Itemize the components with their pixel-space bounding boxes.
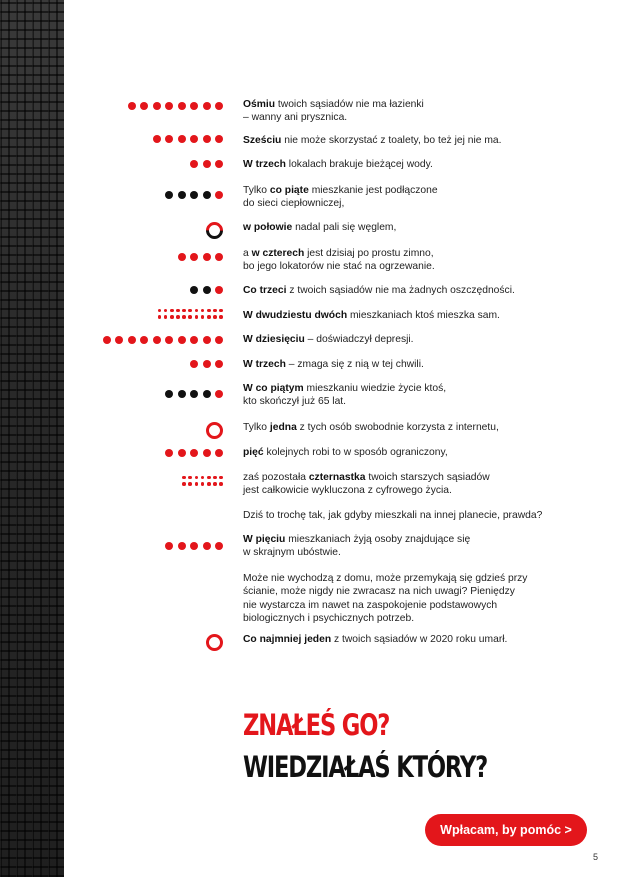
stat-phrase: nie może skorzystać z toalety, bo też jej nie ma. [281,135,502,146]
stat-line [243,184,588,197]
ring-icon [206,422,223,439]
dot-icon [178,253,186,261]
stat-text [243,98,588,125]
dot-icon [153,135,161,143]
dot-icon [140,336,148,344]
stat-phrase: zaś pozostała [243,472,309,483]
stat-phrase: bo jego lokatorów nie stać na ogrzewanie. [243,261,435,273]
dot-icon [190,542,198,550]
stat-emphasis: Co trzeci [243,285,287,296]
dot-icon [203,160,211,168]
stat-text [243,446,588,459]
stat-line [243,612,588,625]
dot-icon [190,360,198,368]
dot-icon [165,336,173,344]
dot-icon [165,449,173,457]
stat-phrase: – doświadczył depresji. [304,334,414,345]
dot-marker [98,336,223,344]
dot-icon [178,102,186,110]
dot-icon [213,482,217,486]
dot-icon [190,390,198,398]
dot-marker [186,360,224,368]
stat-emphasis: Ośmiu [243,99,276,110]
dot-marker [186,160,224,168]
stat-emphasis: W co piątym [243,383,304,394]
dot-icon [203,135,211,143]
stat-phrase: biologicznych i psychicznych potrzeb. [243,613,415,625]
half-ring-icon [202,218,226,242]
stat-text [243,284,588,297]
stat-line [243,309,588,322]
stat-phrase: lokalach brakuje bieżącej wody. [285,159,433,170]
dot-icon [182,482,186,486]
dot-icon [190,160,198,168]
stat-emphasis: W trzech [243,359,286,370]
stat-emphasis: W trzech [243,159,286,170]
stat-text [243,533,588,560]
dot-icon [213,309,217,313]
dot-icon [188,476,192,480]
stat-emphasis: czternastka [308,472,366,483]
stat-emphasis: pięć [243,447,264,458]
dot-icon [158,309,162,313]
stat-text [243,221,588,234]
stat-phrase: twoich sąsiadów nie ma łazienki [275,99,424,110]
stat-phrase: Tylko [243,422,270,433]
stat-line [243,599,588,612]
dot-icon [190,336,198,344]
building-photo-strip [0,0,64,877]
dot-icon [178,336,186,344]
dot-icon [215,102,223,110]
dot-icon [215,360,223,368]
dot-icon [219,315,223,319]
dot-icon [195,309,199,313]
stat-emphasis: w połowie [243,222,293,233]
stat-line [243,158,588,171]
dot-icon [182,309,186,313]
stat-line [243,284,588,297]
dot-icon [164,309,168,313]
stat-phrase: ścianie, może nigdy nie zwracasz na nich uwagi? Pieniędzy [243,586,515,598]
stat-emphasis: Co najmniej jeden [243,634,332,645]
dot-icon [188,309,192,313]
stat-emphasis: W dziesięciu [243,334,305,345]
dot-icon [207,309,211,313]
dot-icon [164,315,168,319]
stat-line [243,221,588,234]
stat-text [243,158,588,171]
dot-icon [215,390,223,398]
stat-phrase: – zmaga się z nią w tej chwili. [285,359,424,370]
dot-icon [153,336,161,344]
stat-phrase: jest całkowicie wykluczona z cyfrowego życia. [243,485,452,497]
dot-icon [201,476,205,480]
stat-phrase: kto skończył już 65 lat. [243,396,347,408]
stat-emphasis: W dwudziestu dwóch [243,310,348,321]
stat-phrase: a [243,248,252,259]
dot-icon [140,102,148,110]
dot-marker [161,191,224,199]
stat-text [243,134,588,147]
dot-icon [201,315,205,319]
stat-phrase: w skrajnym ubóstwie. [243,547,341,559]
dot-icon [188,315,192,319]
stat-phrase: Tylko [243,185,270,196]
stat-text [243,471,588,498]
dot-icon [115,336,123,344]
stat-text [243,572,588,626]
stat-line [243,572,588,585]
stat-line [243,111,588,124]
stat-phrase: Dziś to trochę tak, jak gdyby mieszkali na innej planecie, prawda? [243,510,543,521]
dot-icon [213,476,217,480]
stat-phrase: nie wystarcza im nawet na zaspokojenie podstawowych [243,599,498,611]
dot-icon [207,482,211,486]
stat-phrase: twoich starszych sąsiadów [365,472,490,483]
dot-marker [148,135,223,143]
dot-icon [203,286,211,294]
dot-icon [178,449,186,457]
dot-icon [215,286,223,294]
stat-text [243,509,588,522]
dot-icon [203,336,211,344]
dot-icon [170,309,174,313]
dot-icon [215,135,223,143]
dot-icon [219,482,223,486]
dot-icon [190,286,198,294]
dot-icon [215,160,223,168]
dot-icon [128,336,136,344]
dot-icon [153,102,161,110]
dot-icon [207,315,211,319]
dot-icon [213,315,217,319]
dot-icon [165,135,173,143]
dot-icon [207,476,211,480]
stat-line [243,358,588,371]
dot-icon [158,315,162,319]
dot-marker [161,542,224,550]
stat-emphasis: co piąte [269,185,309,196]
dot-icon [190,135,198,143]
stat-line [243,260,588,273]
dot-icon [170,315,174,319]
dot-icon [195,482,199,486]
stat-line [243,333,588,346]
stat-text [243,382,588,409]
stat-phrase: jest dzisiaj po prostu zimno, [304,248,434,259]
dot-icon [190,449,198,457]
stat-phrase: mieszkaniu wiedzie życie ktoś, [303,383,447,394]
dot-marker [173,253,223,261]
dot-icon [215,542,223,550]
stat-text [243,421,588,434]
stat-line [243,585,588,598]
stat-phrase: nadal pali się węglem, [292,222,397,233]
ring-marker [206,222,223,239]
stat-line [243,484,588,497]
stat-phrase: z twoich sąsiadów w 2020 roku umarł. [331,634,508,645]
stat-phrase: Może nie wychodzą z domu, może przemykają się gdzieś przy [243,573,528,584]
stat-text [243,309,588,322]
dot-icon [215,253,223,261]
stat-emphasis: w czterech [251,248,305,259]
dot-icon [182,315,186,319]
stat-phrase: – wanny ani prysznica. [243,112,348,124]
stat-line [243,533,588,546]
stat-line [243,382,588,395]
dot-marker [123,102,223,110]
headline-question-1: ZNAŁEŚ GO? [243,708,390,742]
dot-icon [165,102,173,110]
stat-line [243,421,588,434]
dot-icon [190,253,198,261]
stat-text [243,633,588,646]
dot-icon [203,449,211,457]
dot-icon [203,390,211,398]
stat-line [243,446,588,459]
ring-marker [206,422,223,439]
dot-icon [178,390,186,398]
stat-emphasis: Sześciu [243,135,282,146]
dot-icon [190,102,198,110]
dot-icon [182,476,186,480]
dot-icon [215,449,223,457]
dot-icon [103,336,111,344]
dot-icon [215,336,223,344]
stat-phrase: kolejnych robi to w sposób ograniczony, [263,447,448,458]
dot-icon [178,542,186,550]
dot-icon [165,191,173,199]
stat-phrase: mieszkanie jest podłączone [308,185,438,196]
dot-marker [178,474,223,487]
dot-icon [201,309,205,313]
stat-line [243,98,588,111]
dot-marker [161,449,224,457]
dot-marker [186,286,224,294]
stat-line [243,471,588,484]
dot-marker [153,307,223,320]
stat-line [243,546,588,559]
dot-icon [195,476,199,480]
stat-line [243,395,588,408]
dot-icon [178,191,186,199]
dot-icon [188,482,192,486]
dot-icon [219,309,223,313]
dot-icon [176,309,180,313]
stat-text [243,247,588,274]
dot-icon [203,253,211,261]
ring-marker [206,634,223,651]
dot-icon [176,315,180,319]
dot-icon [128,102,136,110]
stat-phrase: mieszkaniach żyją osoby znajdujące się [285,534,471,545]
dot-icon [190,191,198,199]
dot-icon [165,542,173,550]
stat-line [243,247,588,260]
stat-text [243,333,588,346]
stat-text [243,358,588,371]
stat-emphasis: W pięciu [243,534,286,545]
dot-icon [203,191,211,199]
dot-icon [203,102,211,110]
dot-icon [201,482,205,486]
dot-icon [165,390,173,398]
stat-line [243,134,588,147]
stat-phrase: mieszkaniach ktoś mieszka sam. [347,310,500,321]
stat-phrase: z twoich sąsiadów nie ma żadnych oszczędności. [286,285,515,296]
headline-question-2: WIEDZIAŁAŚ KTÓRY? [243,750,488,784]
dot-icon [178,135,186,143]
dot-icon [203,360,211,368]
dot-icon [219,476,223,480]
stat-text [243,184,588,211]
dot-icon [215,191,223,199]
page-number: 5 [593,852,599,862]
dot-marker [161,390,224,398]
stat-line [243,633,588,646]
ring-icon [206,634,223,651]
stat-line [243,197,588,210]
dot-icon [203,542,211,550]
stat-emphasis: jedna [269,422,297,433]
stat-phrase: z tych osób swobodnie korzysta z internetu, [296,422,499,433]
stat-line [243,509,588,522]
dot-icon [195,315,199,319]
donate-button[interactable]: Wpłacam, by pomóc > [425,814,587,846]
stat-phrase: do sieci ciepłowniczej, [243,198,345,210]
